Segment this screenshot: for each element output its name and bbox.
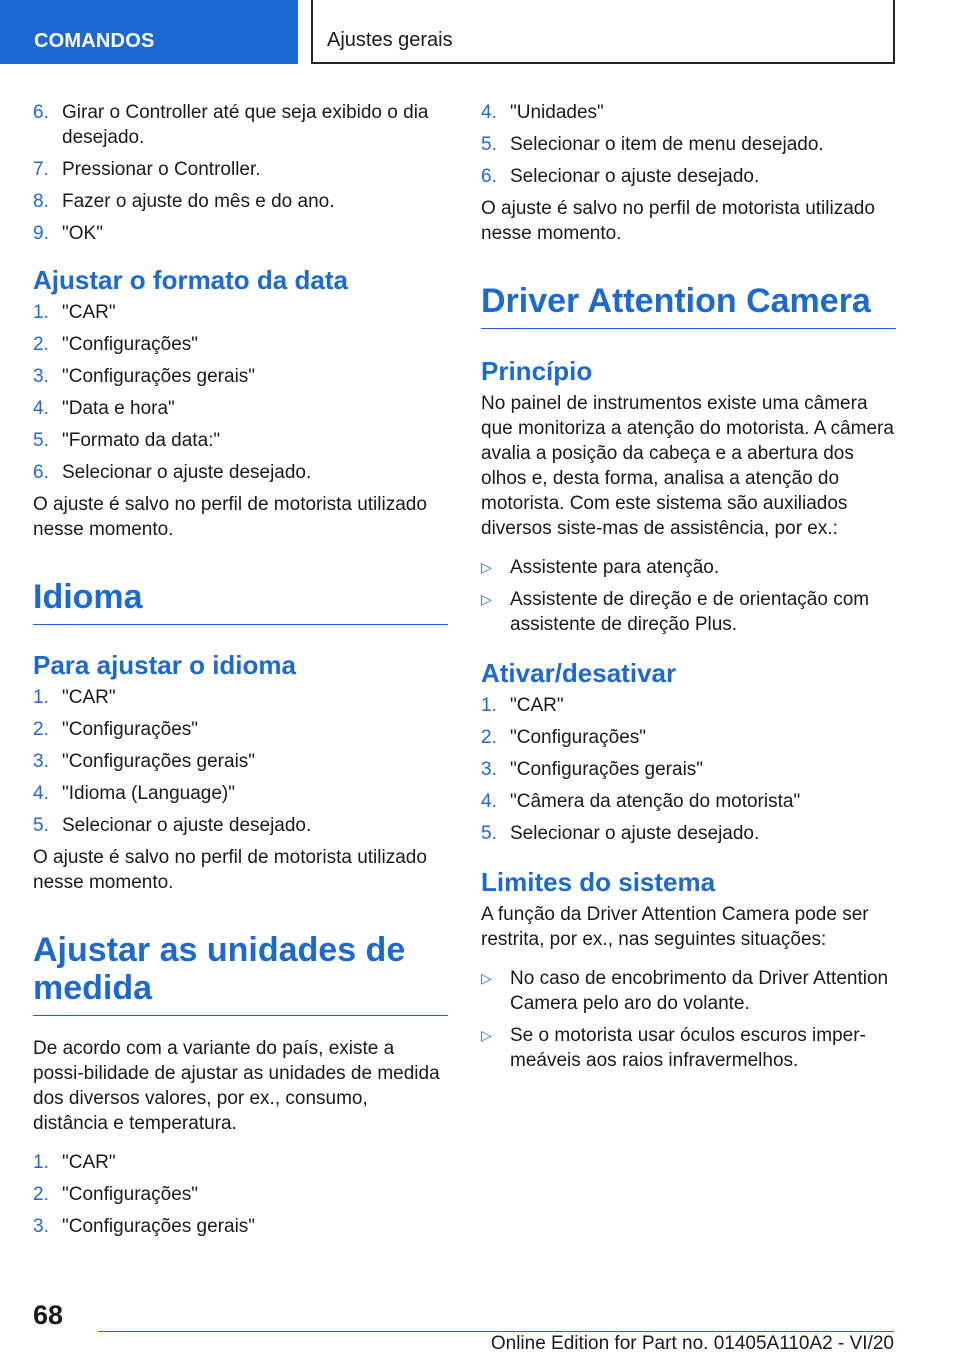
step-text: Girar o Controller até que seja exibido o dia desejado. — [62, 102, 429, 148]
step-text: "Câmera da atenção do motorista" — [510, 791, 801, 812]
list-item — [33, 396, 448, 421]
list-item — [33, 781, 448, 806]
bullet-text: Assistente de direção e de orientação com assistente de direção Plus. — [510, 589, 870, 635]
step-number: 1. — [33, 1152, 49, 1173]
step-number: 7. — [33, 159, 49, 180]
right-column — [481, 100, 896, 1080]
step-text: "Configurações" — [510, 727, 647, 748]
triangle-bullet-icon: ▷ — [481, 970, 492, 986]
step-number: 4. — [481, 791, 497, 812]
bullet-item — [481, 555, 896, 580]
step-text: "CAR" — [62, 1152, 116, 1173]
bullet-text: Se o motorista usar óculos escuros imper‐meáveis aos raios infravermelhos. — [510, 1025, 866, 1071]
step-text: "Data e hora" — [62, 398, 175, 419]
list-item — [33, 685, 448, 710]
list-item — [33, 428, 448, 453]
step-number: 6. — [33, 462, 49, 483]
step-text: Selecionar o ajuste desejado. — [510, 823, 760, 844]
step-text: "CAR" — [510, 695, 564, 716]
step-number: 2. — [33, 719, 49, 740]
bullet-item — [481, 1023, 896, 1073]
list-item — [33, 364, 448, 389]
chapter-title: Ajustes gerais — [311, 0, 895, 64]
continued-steps — [33, 100, 448, 246]
step-number: 5. — [481, 134, 497, 155]
triangle-bullet-icon: ▷ — [481, 1027, 492, 1043]
step-number: 1. — [33, 302, 49, 323]
step-text: "Configurações gerais" — [62, 366, 256, 387]
step-number: 3. — [33, 366, 49, 387]
list-item — [33, 717, 448, 742]
step-number: 9. — [33, 223, 49, 244]
step-text: Selecionar o ajuste desejado. — [62, 462, 312, 483]
limits-bullets — [481, 966, 896, 1073]
list-item — [33, 460, 448, 485]
list-item — [481, 693, 896, 718]
step-text: Selecionar o ajuste desejado. — [62, 815, 312, 836]
principle-text: No painel de instrumentos existe uma câmera que monitoriza a atenção do motorista. A câmera avalia a posição da cabeça e a abertura dos olhos e, desta forma, analisa a atenção do motorista. Com este sistema são auxiliados diversos siste‐mas de assistência, por ex.: — [481, 393, 894, 539]
units-title: Ajustar as unidades de medida — [33, 931, 448, 1016]
date-format-note: O ajuste é salvo no perfil de motorista utilizado nesse momento. — [33, 494, 427, 540]
step-text: Fazer o ajuste do mês e do ano. — [62, 191, 335, 212]
list-item — [33, 221, 448, 246]
list-item — [33, 189, 448, 214]
list-item — [33, 332, 448, 357]
step-text: "OK" — [62, 223, 103, 244]
step-text: "CAR" — [62, 687, 116, 708]
step-number: 4. — [33, 783, 49, 804]
step-number: 3. — [481, 759, 497, 780]
toggle-heading: Ativar/desativar — [481, 658, 677, 688]
units-intro: De acordo com a variante do país, existe a possi‐bilidade de ajustar as unidades de medida dos diversos valores, por ex., consumo, distância e temperatura. — [33, 1038, 440, 1134]
bullet-text: No caso de encobrimento da Driver Attention Camera pelo aro do volante. — [510, 968, 889, 1014]
language-note: O ajuste é salvo no perfil de motorista utilizado nesse momento. — [33, 847, 427, 893]
list-item — [481, 789, 896, 814]
step-text: "Configurações" — [62, 334, 199, 355]
bullet-item — [481, 587, 896, 637]
step-text: "Configurações gerais" — [510, 759, 704, 780]
list-item — [481, 757, 896, 782]
step-number: 3. — [33, 751, 49, 772]
bullet-text: Assistente para atenção. — [510, 557, 720, 578]
step-text: "Idioma (Language)" — [62, 783, 235, 804]
list-item — [33, 749, 448, 774]
step-number: 3. — [33, 1216, 49, 1237]
units-note: O ajuste é salvo no perfil de motorista utilizado nesse momento. — [481, 198, 875, 244]
list-item — [33, 813, 448, 838]
step-number: 8. — [33, 191, 49, 212]
list-item — [481, 100, 896, 125]
language-heading: Para ajustar o idioma — [33, 650, 296, 680]
step-number: 5. — [33, 430, 49, 451]
footer-divider — [98, 1331, 894, 1332]
principle-bullets — [481, 555, 896, 637]
step-text: "CAR" — [62, 302, 116, 323]
date-format-heading: Ajustar o formato da data — [33, 265, 348, 295]
dac-title: Driver Attention Camera — [481, 282, 896, 329]
step-number: 2. — [33, 1184, 49, 1205]
list-item — [481, 725, 896, 750]
list-item — [33, 100, 448, 150]
section-tab: COMANDOS — [0, 0, 298, 64]
language-title: Idioma — [33, 578, 448, 625]
step-text: "Configurações" — [62, 1184, 199, 1205]
list-item — [33, 1150, 448, 1175]
step-number: 2. — [481, 727, 497, 748]
step-text: "Configurações gerais" — [62, 751, 256, 772]
step-text: "Unidades" — [510, 102, 604, 123]
triangle-bullet-icon: ▷ — [481, 559, 492, 575]
step-text: Pressionar o Controller. — [62, 159, 261, 180]
list-item — [481, 132, 896, 157]
step-number: 4. — [481, 102, 497, 123]
list-item — [33, 300, 448, 325]
step-number: 1. — [481, 695, 497, 716]
toggle-steps — [481, 693, 896, 846]
step-text: "Configurações" — [62, 719, 199, 740]
date-format-steps — [33, 300, 448, 485]
edition-footer: Online Edition for Part no. 01405A110A2 - VI/20 — [490, 1333, 894, 1354]
step-text: "Configurações gerais" — [62, 1216, 256, 1237]
step-number: 4. — [33, 398, 49, 419]
list-item — [481, 164, 896, 189]
language-steps — [33, 685, 448, 838]
step-number: 5. — [33, 815, 49, 836]
triangle-bullet-icon: ▷ — [481, 591, 492, 607]
step-number: 2. — [33, 334, 49, 355]
step-text: Selecionar o ajuste desejado. — [510, 166, 760, 187]
principle-heading: Princípio — [481, 356, 593, 386]
step-number: 6. — [33, 102, 49, 123]
units-steps — [33, 1150, 448, 1239]
step-number: 6. — [481, 166, 497, 187]
list-item — [33, 157, 448, 182]
step-text: "Formato da data:" — [62, 430, 221, 451]
bullet-item — [481, 966, 896, 1016]
page-number: 68 — [33, 1300, 64, 1330]
list-item — [33, 1214, 448, 1239]
step-number: 1. — [33, 687, 49, 708]
list-item — [481, 821, 896, 846]
step-text: Selecionar o item de menu desejado. — [510, 134, 824, 155]
left-column — [33, 100, 448, 1246]
step-number: 5. — [481, 823, 497, 844]
limits-heading: Limites do sistema — [481, 867, 716, 897]
list-item — [33, 1182, 448, 1207]
limits-text: A função da Driver Attention Camera pode ser restrita, por ex., nas seguintes situações: — [481, 904, 869, 950]
units-continued-steps — [481, 100, 896, 189]
